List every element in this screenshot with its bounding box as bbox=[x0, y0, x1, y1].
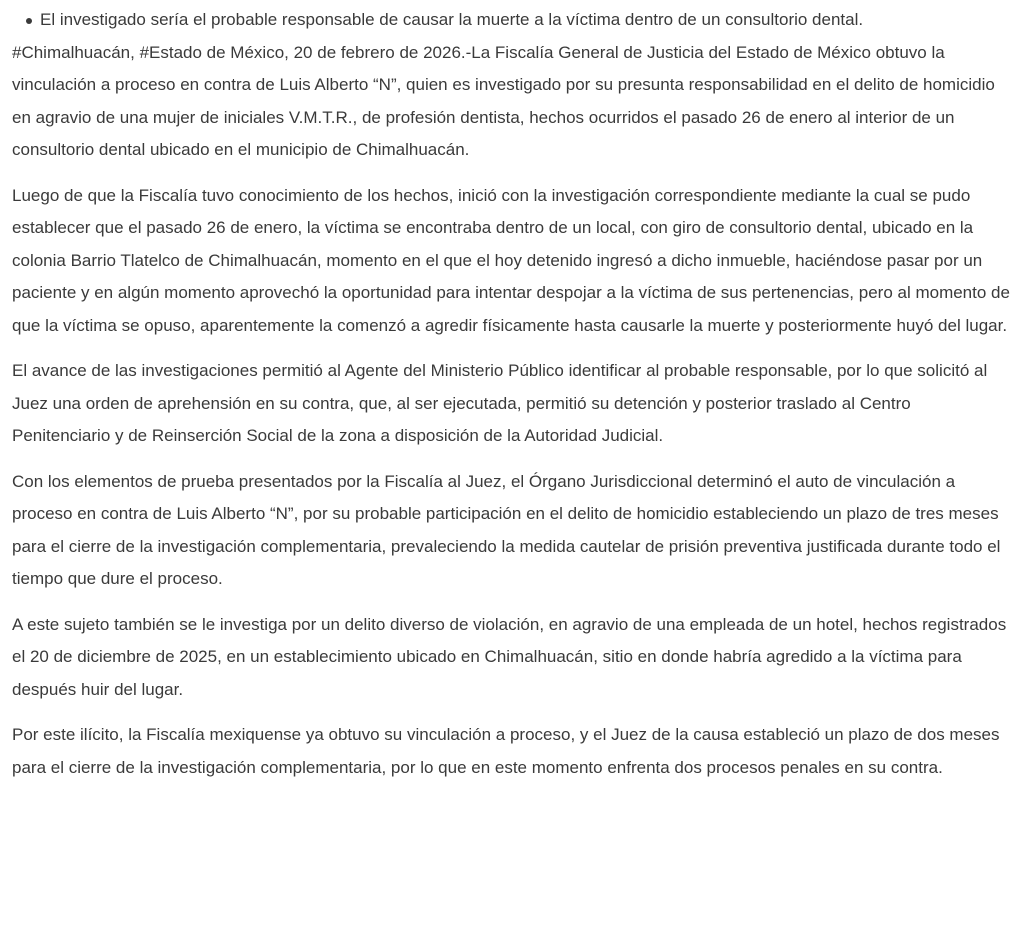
summary-list bbox=[12, 4, 1012, 37]
paragraph-arrest: El avance de las investigaciones permitió al Agente del Ministerio Público identificar al probable responsable, por lo que solicitó al Juez una orden de aprehensión en su contra, que, al ser ejecutada, permitió su detención y posterior traslado al Centro Penitenciario y de Reinserción Social de la zona a disposición de la Autoridad Judicial. bbox=[12, 361, 988, 445]
summary-bullet: El investigado sería el probable responsable de causar la muerte a la víctima dentro de un consultorio dental. bbox=[26, 4, 1012, 37]
paragraph-second-crime: A este sujeto también se le investiga por un delito diverso de violación, en agravio de una empleada de un hotel, hechos registrados el 20 de diciembre de 2025, en un establecimiento ubicado en Chimalhuacán, sitio en donde habría agredido a la víctima para después huir del lugar. bbox=[12, 614, 1007, 699]
paragraph-conclusion: Por este ilícito, la Fiscalía mexiquense ya obtuvo su vinculación a proceso, y el Juez de la causa estableció un plazo de dos meses para el cierre de la investigación complementaria, por lo que en este momento enfrenta dos procesos penales en su contra. bbox=[12, 725, 1000, 777]
paragraph-ruling: Con los elementos de prueba presentados por la Fiscalía al Juez, el Órgano Jurisdiccional determinó el auto de vinculación a proceso en contra de Luis Alberto “N”, por su probable participación en el delito de homicidio estableciendo un plazo de tres meses para el cierre de la investigación complementaria, prevaleciendo la medida cautelar de prisión preventiva justificada durante todo el tiempo que dure el proceso. bbox=[12, 471, 1001, 588]
paragraph-investigation: Luego de que la Fiscalía tuvo conocimiento de los hechos, inició con la investigación correspondiente mediante la cual se pudo establecer que el pasado 26 de enero, la víctima se encontraba dentro de un local, con giro de consultorio dental, ubicado en la colonia Barrio Tlatelco de Chimalhuacán, momento en el que el hoy detenido ingresó a dicho inmueble, haciéndose pasar por un paciente y en algún momento aprovechó la oportunidad para intentar despojar a la víctima de sus pertenencias, pero al momento de que la víctima se opuso, aparentemente la comenzó a agredir físicamente hasta causarle la muerte y posteriormente huyó del lugar. bbox=[12, 185, 1010, 335]
lead-paragraph: #Chimalhuacán, #Estado de México, 20 de febrero de 2026.-La Fiscalía General de Justicia del Estado de México obtuvo la vinculación a proceso en contra de Luis Alberto “N”, quien es investigado por su presunta responsabilidad en el delito de homicidio en agravio de una mujer de iniciales V.M.T.R., de profesión dentista, hechos ocurridos el pasado 26 de enero al interior de un consultorio dental ubicado en el municipio de Chimalhuacán. bbox=[12, 42, 995, 159]
